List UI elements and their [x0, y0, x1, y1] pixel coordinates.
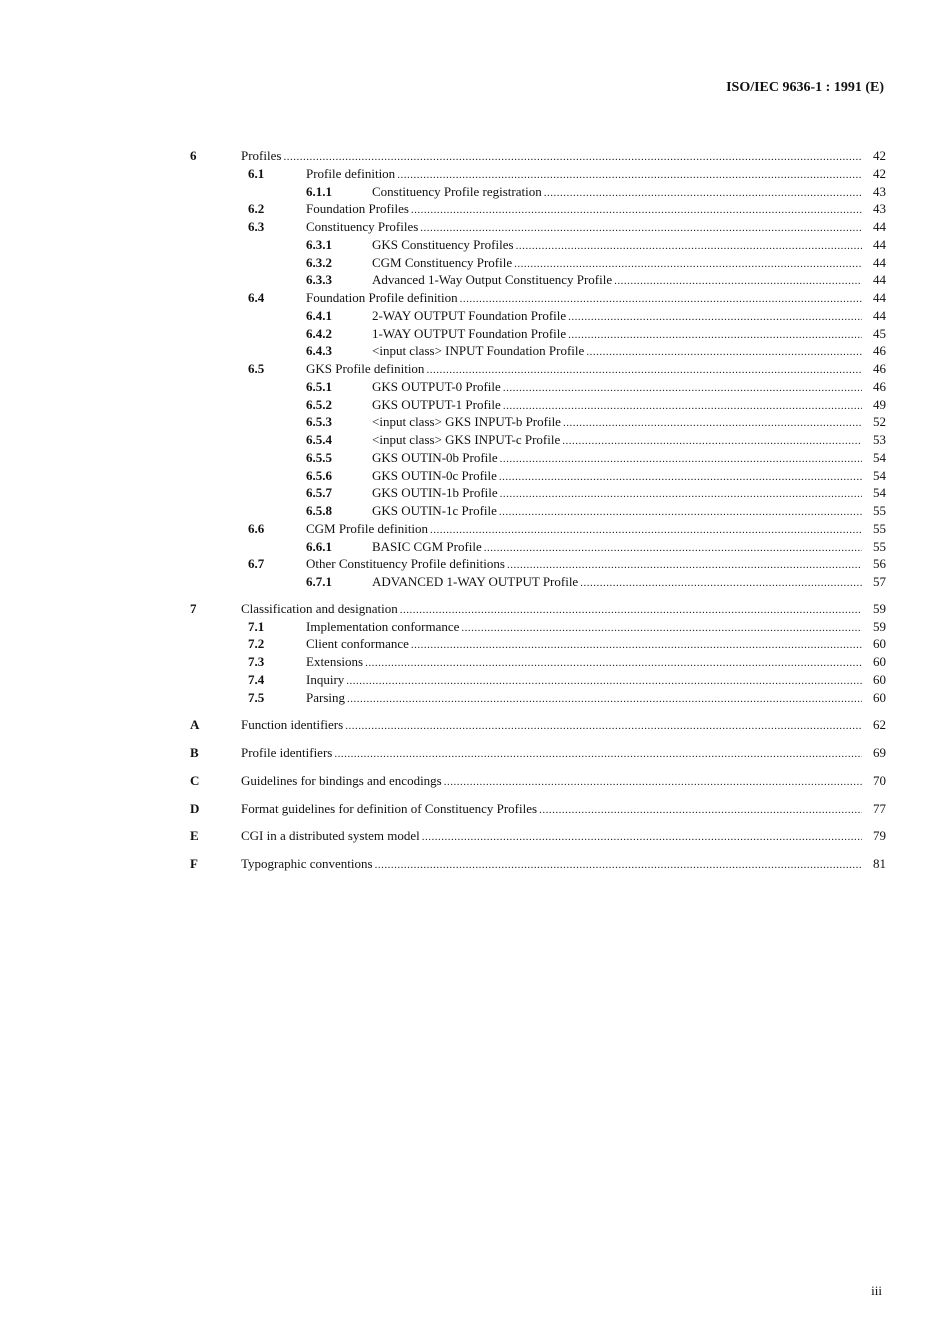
toc-entry-number: 6.4 — [248, 290, 265, 305]
toc-entry-title: GKS OUTIN-1b Profile — [372, 485, 498, 501]
toc-entry-number: 6.5.7 — [306, 485, 332, 501]
toc-entry-number: 6.5.2 — [306, 396, 332, 412]
dot-leader — [580, 575, 862, 593]
toc-entry-page: 77 — [873, 800, 886, 816]
document-id-header: ISO/IEC 9636-1 : 1991 (E) — [726, 80, 884, 95]
toc-entry — [0, 555, 950, 573]
toc-entry-number: 6.5.5 — [306, 449, 332, 465]
toc-entry-title: Foundation Profiles — [306, 201, 409, 217]
toc-entry-number: 6.1 — [248, 165, 265, 181]
toc-entry-page: 43 — [873, 183, 886, 199]
toc-entry-number: 6.5.3 — [306, 414, 332, 430]
dot-leader — [347, 691, 862, 709]
toc-entry-page: 60 — [873, 671, 886, 687]
toc-entry-number: 7.1 — [248, 618, 265, 634]
toc-entry-number: 6.5.1 — [306, 378, 332, 394]
toc-entry-body — [241, 772, 862, 792]
toc-entry-title: Inquiry — [306, 671, 345, 687]
toc-entry — [0, 855, 950, 873]
toc-entry — [0, 200, 950, 218]
toc-entry-page: 60 — [873, 636, 886, 652]
toc-entry-title: GKS OUTPUT-1 Profile — [372, 396, 501, 412]
toc-entry-page: 60 — [873, 654, 886, 669]
toc-entry — [0, 236, 950, 254]
toc-entry — [0, 800, 950, 818]
toc-entry-body — [241, 800, 862, 820]
toc-entry-title: GKS OUTPUT-0 Profile — [372, 378, 501, 394]
toc-entry-number: 7.3 — [248, 654, 265, 669]
toc-entry-page: 57 — [873, 574, 886, 589]
toc-entry-page: 44 — [873, 290, 886, 305]
toc-entry-page: 70 — [873, 772, 886, 788]
toc-entry — [0, 772, 950, 790]
toc-entry-title: GKS OUTIN-0c Profile — [372, 467, 497, 483]
toc-entry-number: 6.4.2 — [306, 325, 332, 341]
toc-entry-page: 49 — [873, 396, 886, 412]
toc-entry — [0, 484, 950, 502]
toc-entry-page: 79 — [873, 828, 886, 844]
toc-entry-title: GKS OUTIN-1c Profile — [372, 503, 497, 518]
toc-entry-title: Foundation Profile definition — [306, 290, 458, 305]
toc-entry-number: 6.5.8 — [306, 503, 332, 518]
toc-entry-title: <input class> GKS INPUT-c Profile — [372, 432, 561, 447]
toc-entry — [0, 520, 950, 538]
dot-leader — [345, 718, 862, 736]
toc-entry — [0, 653, 950, 671]
toc-entry-page: 55 — [873, 520, 886, 536]
toc-entry-title: Client conformance — [306, 636, 409, 652]
toc-entry-page: 69 — [873, 745, 886, 760]
toc-entry-page: 43 — [873, 201, 886, 217]
toc-entry-page: 46 — [873, 343, 886, 359]
toc-entry-title: GKS OUTIN-0b Profile — [372, 449, 498, 465]
toc-entry-title: Constituency Profile registration — [372, 183, 542, 199]
toc-entry — [0, 635, 950, 653]
toc-entry — [0, 502, 950, 520]
toc-entry-page: 42 — [873, 165, 886, 181]
toc-entry-page: 44 — [873, 307, 886, 323]
toc-entry-title: GKS Profile definition — [306, 361, 425, 376]
toc-entry — [0, 147, 950, 165]
toc-entry — [0, 618, 950, 636]
toc-entry-page: 55 — [873, 503, 886, 518]
toc-entry-page: 59 — [873, 618, 886, 634]
toc-entry-page: 59 — [873, 600, 886, 616]
toc-entry-number: B — [190, 745, 199, 760]
toc-entry-title: Profile identifiers — [241, 745, 333, 760]
toc-entry-number: 6.3.3 — [306, 272, 332, 288]
toc-entry-body — [241, 855, 862, 875]
toc-entry-title: Format guidelines for definition of Constituency Profiles — [241, 800, 538, 816]
dot-leader — [444, 774, 862, 792]
toc-entry — [0, 378, 950, 396]
toc-entry-page: 44 — [873, 236, 886, 252]
toc-entry — [0, 538, 950, 556]
toc-entry — [0, 716, 950, 734]
toc-entry-page: 44 — [873, 254, 886, 270]
toc-entry-number: 7 — [190, 600, 197, 616]
toc-entry-title: Parsing — [306, 689, 345, 705]
toc-entry-number: 7.5 — [248, 689, 265, 705]
page-number: iii — [871, 1283, 882, 1298]
toc-entry-number: 6 — [190, 148, 197, 163]
toc-entry-page: 44 — [873, 272, 886, 288]
toc-entry — [0, 271, 950, 289]
toc-entry-title: Extensions — [306, 654, 364, 669]
toc-entry-body — [241, 716, 862, 736]
toc-entry-title: Guidelines for bindings and encodings — [241, 772, 442, 788]
toc-entry-number: 6.4.1 — [306, 307, 332, 323]
dot-leader — [422, 829, 862, 847]
toc-entry-title: Advanced 1-Way Output Constituency Profile — [372, 272, 613, 288]
toc-entry-title: CGI in a distributed system model — [241, 828, 420, 844]
toc-entry-page: 54 — [873, 485, 886, 501]
toc-entry — [0, 396, 950, 414]
toc-entry-title: <input class> GKS INPUT-b Profile — [372, 414, 561, 430]
toc-entry-title: Classification and designation — [241, 600, 398, 616]
toc-entry-title: Profile definition — [306, 165, 396, 181]
toc-entry-title: 2-WAY OUTPUT Foundation Profile — [372, 307, 567, 323]
toc-entry-title: ADVANCED 1-WAY OUTPUT Profile — [372, 574, 579, 589]
toc-entry — [0, 183, 950, 201]
toc-entry-page: 55 — [873, 538, 886, 554]
toc-entry-number: 6.5.4 — [306, 432, 332, 447]
toc-entry-title: Typographic conventions — [241, 856, 373, 871]
toc-entry — [0, 218, 950, 236]
toc-entry-title: 1-WAY OUTPUT Foundation Profile — [372, 325, 567, 341]
toc-entry — [0, 342, 950, 360]
toc-entry-page: 62 — [873, 717, 886, 733]
toc-entry-page: 54 — [873, 449, 886, 465]
toc-entry — [0, 671, 950, 689]
toc-entry-number: 6.4.3 — [306, 343, 332, 359]
toc-entry-page: 45 — [873, 325, 886, 341]
toc-entry — [0, 600, 950, 618]
toc-entry — [0, 325, 950, 343]
toc-entry — [0, 573, 950, 591]
toc-entry-number: D — [190, 800, 200, 816]
toc-entry-number: 6.3 — [248, 219, 265, 234]
toc-entry — [0, 431, 950, 449]
toc-entry-body — [372, 573, 862, 593]
toc-entry-title: BASIC CGM Profile — [372, 538, 482, 554]
toc-entry-page: 60 — [873, 689, 886, 705]
toc-entry — [0, 827, 950, 845]
toc-entry — [0, 307, 950, 325]
toc-entry-body — [306, 689, 862, 709]
toc-entry-title: GKS Constituency Profiles — [372, 236, 514, 252]
toc-entry — [0, 254, 950, 272]
toc-entry-page: 81 — [873, 856, 886, 871]
toc-entry-page: 42 — [873, 148, 886, 163]
dot-leader — [539, 802, 862, 820]
toc-entry-title: Implementation conformance — [306, 618, 460, 634]
toc-entry-number: 6.5 — [248, 361, 265, 376]
toc-entry-number: E — [190, 828, 199, 844]
toc-entry-page: 44 — [873, 219, 886, 234]
toc-entry-number: 6.7 — [248, 556, 265, 572]
toc-entry-page: 54 — [873, 467, 886, 483]
toc-entry-page: 46 — [873, 361, 886, 376]
toc-entry — [0, 744, 950, 762]
toc-entry — [0, 413, 950, 431]
toc-entry-title: <input class> INPUT Foundation Profile — [372, 343, 585, 359]
toc-entry-title: Function identifiers — [241, 717, 344, 733]
toc-entry-number: 7.4 — [248, 671, 265, 687]
toc-entry-number: 6.6.1 — [306, 538, 332, 554]
toc-entry-number: 6.3.2 — [306, 254, 332, 270]
toc-entry-title: Constituency Profiles — [306, 219, 419, 234]
toc-entry — [0, 289, 950, 307]
toc-entry-number: F — [190, 856, 198, 871]
toc-entry-number: 6.2 — [248, 201, 265, 217]
toc-entry-number: C — [190, 772, 200, 788]
toc-entry-body — [241, 827, 862, 847]
toc-entry-page: 53 — [873, 432, 886, 447]
dot-leader — [375, 857, 862, 875]
toc-entry-number: 6.1.1 — [306, 183, 332, 199]
toc-entry-page: 52 — [873, 414, 886, 430]
toc-entry — [0, 689, 950, 707]
toc-entry-number: 6.7.1 — [306, 574, 332, 589]
toc-entry — [0, 449, 950, 467]
toc-entry — [0, 165, 950, 183]
toc-entry-page: 56 — [873, 556, 886, 572]
toc-entry-number: A — [190, 717, 200, 733]
toc-entry-number: 6.6 — [248, 520, 265, 536]
toc-entry-title: Profiles — [241, 148, 282, 163]
toc-entry-title: CGM Profile definition — [306, 520, 429, 536]
toc-entry — [0, 360, 950, 378]
dot-leader — [334, 746, 862, 764]
toc-entry-number: 6.5.6 — [306, 467, 332, 483]
table-of-contents — [0, 147, 950, 873]
toc-entry-body — [241, 744, 862, 764]
toc-entry-number: 6.3.1 — [306, 236, 332, 252]
toc-entry-page: 46 — [873, 378, 886, 394]
toc-entry-number: 7.2 — [248, 636, 265, 652]
toc-entry-title: Other Constituency Profile definitions — [306, 556, 505, 572]
toc-entry-title: CGM Constituency Profile — [372, 254, 513, 270]
toc-entry — [0, 467, 950, 485]
